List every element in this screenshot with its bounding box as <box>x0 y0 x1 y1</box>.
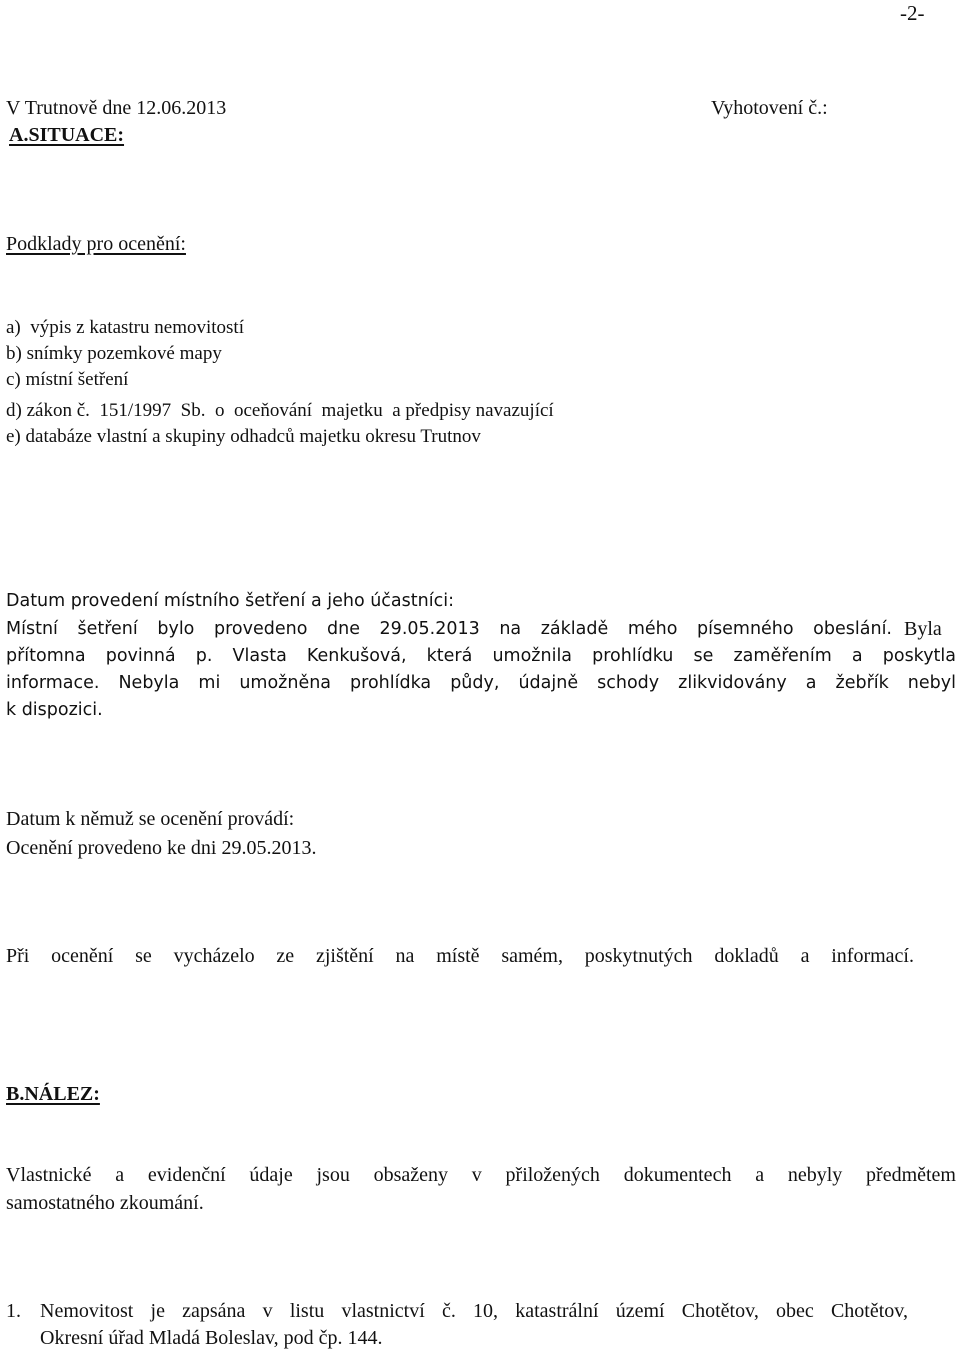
list-item-b: b) snímky pozemkové mapy <box>6 343 222 364</box>
nalez-paragraph-line-1: Vlastnické a evidenční údaje jsou obsaženy v přiložených dokumentech a nebyly předmětem <box>6 1164 956 1186</box>
inspection-line-1-end: Byla <box>904 618 942 640</box>
list-item-a: a) výpis z katastru nemovitostí <box>6 317 244 338</box>
inspection-line-2: přítomna povinná p. Vlasta Kenkušová, která umožnila prohlídku se zaměřením a poskytla <box>6 646 956 666</box>
list-item-c: c) místní šetření <box>6 369 129 390</box>
valuation-date-text: Ocenění provedeno ke dni 29.05.2013. <box>6 837 317 859</box>
section-a-heading: A.SITUACE: <box>9 124 125 146</box>
inspection-heading: Datum provedení místního šetření a jeho účastníci: <box>6 591 454 611</box>
podklady-heading: Podklady pro ocenění: <box>6 233 186 255</box>
nalez-paragraph-line-2: samostatného zkoumání. <box>6 1192 204 1214</box>
list-item-d: d) zákon č. 151/1997 Sb. o oceňování majetku a předpisy navazující <box>6 400 554 421</box>
inspection-line-3: informace. Nebyla mi umožněna prohlídka půdy, údajně schody zlikvidovány a žebřík nebyl <box>6 673 956 693</box>
section-b-heading: B.NÁLEZ: <box>6 1083 100 1105</box>
item-1-line-2: Okresní úřad Mladá Boleslav, pod čp. 144. <box>40 1327 383 1349</box>
header-copy-label: Vyhotovení č.: <box>711 97 828 119</box>
header-place-date: V Trutnově dne 12.06.2013 <box>6 97 227 119</box>
inspection-line-4: k dispozici. <box>6 700 103 720</box>
page-number: -2- <box>900 1 925 25</box>
list-item-e: e) databáze vlastní a skupiny odhadců majetku okresu Trutnov <box>6 426 481 447</box>
inspection-line-1: Místní šetření bylo provedeno dne 29.05.2013 na základě mého písemného obeslání. <box>6 619 892 639</box>
item-1-line-1: Nemovitost je zapsána v listu vlastnictví č. 10, katastrální území Chotětov, obec Chotětov, <box>40 1300 908 1322</box>
valuation-date-heading: Datum k němuž se ocenění provádí: <box>6 808 295 830</box>
basis-text: Při ocenění se vycházelo ze zjištění na místě samém, poskytnutých dokladů a informací. <box>6 945 914 967</box>
item-1-number: 1. <box>6 1300 21 1322</box>
